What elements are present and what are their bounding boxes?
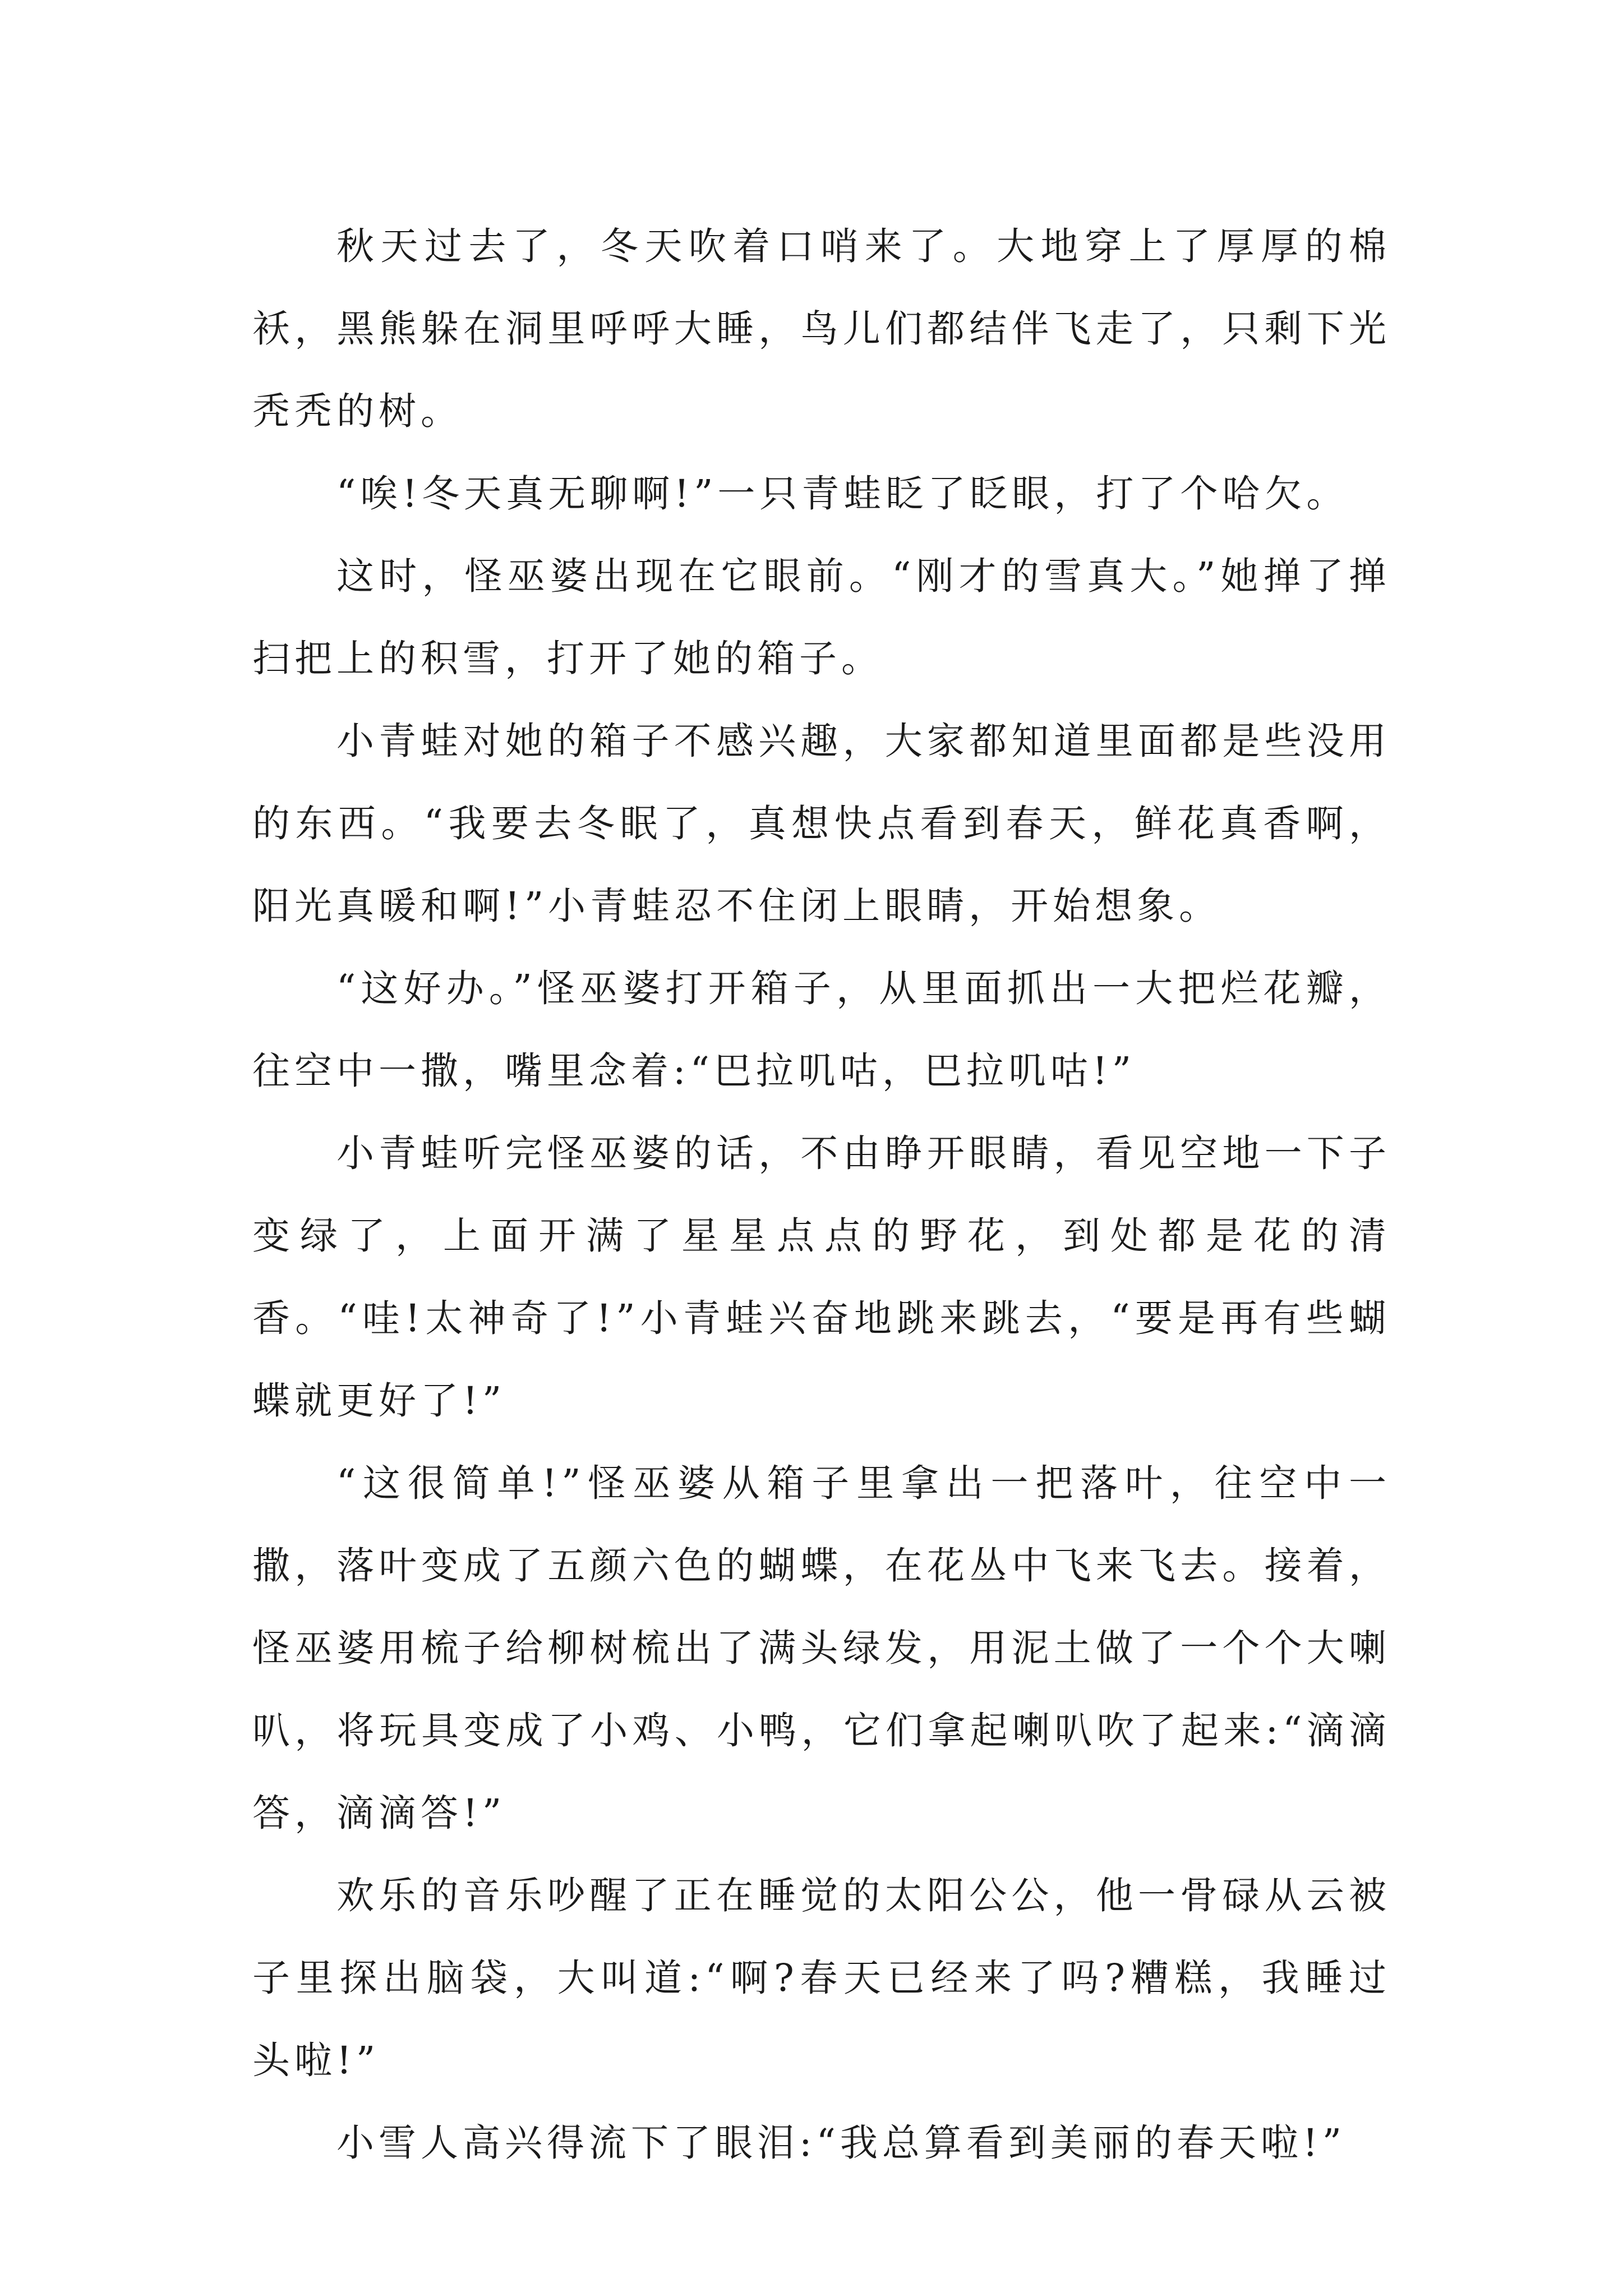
paragraph-8: 欢乐的音乐吵醒了正在睡觉的太阳公公，他一骨碌从云被子里探出脑袋，大叫道:“啊?春天已经来了吗?糟糕，我睡过头啦!” [252, 1874, 1391, 2082]
paragraph-2: “唉!冬天真无聊啊!”一只青蛙眨了眨眼，打了个哈欠。 [336, 472, 1349, 516]
paragraph-3: 这时，怪巫婆出现在它眼前。“刚才的雪真大。”她掸了掸扫把上的积雪，打开了她的箱子。 [252, 554, 1391, 680]
story-text [252, 205, 1391, 2184]
paragraph-4: 小青蛙对她的箱子不感兴趣，大家都知道里面都是些没用的东西。“我要去冬眠了，真想快点看到春天，鲜花真香啊，阳光真暖和啊!”小青蛙忍不住闭上眼睛，开始想象。 [252, 719, 1391, 928]
paragraph-7: “这很简单!”怪巫婆从箱子里拿出一把落叶，往空中一撒，落叶变成了五颜六色的蝴蝶，在花丛中飞来飞去。接着，怪巫婆用梳子给柳树梳出了满头绿发，用泥土做了一个个大喇叭，将玩具变成了小鸡、小鸭，它们拿起喇叭吹了起来:“滴滴答，滴滴答!” [252, 1461, 1391, 1835]
paragraph-5: “这好办。”怪巫婆打开箱子，从里面抓出一大把烂花瓣，往空中一撒，嘴里念着:“巴拉叽咕，巴拉叽咕!” [252, 967, 1391, 1093]
paragraph-1: 秋天过去了，冬天吹着口哨来了。大地穿上了厚厚的棉袄，黑熊躲在洞里呼呼大睡，鸟儿们都结伴飞走了，只剩下光秃秃的树。 [252, 224, 1391, 433]
paragraph-6: 小青蛙听完怪巫婆的话，不由睁开眼睛，看见空地一下子变绿了，上面开满了星星点点的野花，到处都是花的清香。“哇!太神奇了!”小青蛙兴奋地跳来跳去，“要是再有些蝴蝶就更好了!” [252, 1131, 1391, 1423]
paragraph-9: 小雪人高兴得流下了眼泪:“我总算看到美丽的春天啦!” [336, 2121, 1347, 2165]
